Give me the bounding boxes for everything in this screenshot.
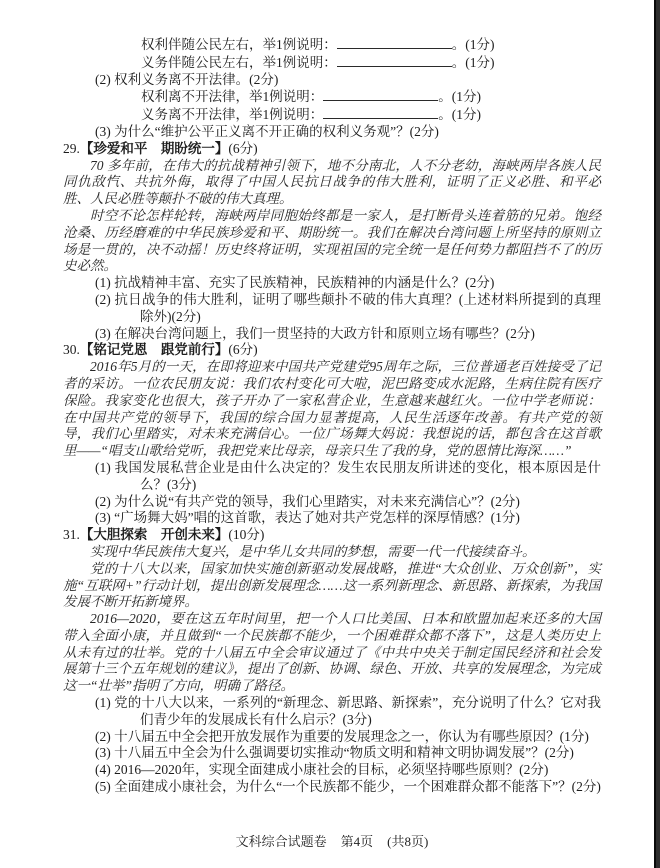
- q31-item-3: (3) 十八届五中全会为什么强调要切实推动“物质文明和精神文明协调发展”？(2分): [95, 745, 574, 761]
- q28-part2-heading: (2) 权利义务离不开法律。(2分): [95, 71, 279, 87]
- answer-blank: [323, 106, 438, 119]
- section-score: (10分): [228, 527, 265, 543]
- fill-after: 。(1分): [438, 107, 481, 123]
- page-edge-shadow: [656, 0, 660, 868]
- answer-blank: [323, 88, 438, 101]
- section-score: (6分): [228, 342, 258, 358]
- q29-material-paragraph-1: 70 多年前，在伟大的抗战精神引领下，地不分南北，人不分老幼，海峡两岸各族人民同仇敌忾、共抗外侮，取得了中国人民抗日战争的伟大胜利，证明了正义必胜、和平必胜、人民必胜等颠扑不破的伟大真理。: [63, 157, 601, 207]
- section-30-header: [63, 342, 601, 359]
- q30-item-3: (3) “广场舞大妈”唱的这首歌，表达了她对共产党怎样的深厚情感？(1分): [95, 510, 520, 526]
- q29-material-paragraph-2: 时空不论怎样轮转，海峡两岸同胞始终都是一家人，是打断骨头连着筋的兄弟。饱经沧桑、历经磨难的中华民族珍爱和平、期盼统一。我们在解决台湾问题上所坚持的原则立场是一贯的，决不动摇！历史终将证明，实现祖国的完全统一是任何势力都阻挡不了的历史必然。: [63, 207, 601, 274]
- q31-item-5: (5) 全面建成小康社会，为什么“一个民族都不能少，一个困难群众都不能落下”？(2分): [95, 779, 601, 795]
- q29-item-2: (2) 抗日战争的伟大胜利，证明了哪些颠扑不破的伟大真理？(上述材料所提到的真理除外)(2分): [95, 291, 601, 324]
- q29-item-1: (1) 抗战精神丰富、充实了民族精神，民族精神的内涵是什么？(2分): [95, 275, 495, 291]
- q31-material-paragraph-2: 党的十八大以来，国家加快实施创新驱动发展战略，推进“大众创业、万众创新”，实施“互联网+”行动计划，提出创新发展理念……这一系列新理念、新思路、新探索，为我国发展不断开拓新境界。: [63, 560, 601, 610]
- fill-before: 权利伴随公民左右，举1例说明：: [141, 37, 337, 52]
- fill-before: 义务伴随公民左右，举1例说明：: [141, 54, 337, 70]
- fill-line-duties: [63, 54, 601, 72]
- section-29-header: [63, 141, 601, 158]
- section-title: 【铭记党恩 跟党前行】: [79, 342, 229, 358]
- fill-after: 。(1分): [438, 89, 481, 105]
- exam-page-content: [63, 36, 601, 796]
- section-score: (6分): [228, 140, 258, 156]
- q30-material-paragraph: 2016年5月的一天，在即将迎来中国共产党建党95周年之际，三位普通老百姓接受了记者的采访。一位农民朋友说：我们农村变化可大啦，泥巴路变成水泥路，生病住院有医疗保险。我家变化也很大，孩子开办了一家私营企业，生意越来越红火。一位中学老师说：在中国共产党的领导下，我国的综合国力显著提高，人民生活逐年改善。有共产党的领导，我们心里踏实，对未来充满信心。一位广场舞大妈说：我想说的话，都包含在这首歌里——“唱支山歌给党听，我把党来比母亲，母亲只生了我的身，党的恩情比海深……”: [63, 359, 601, 459]
- fill-before: 权利离不开法律，举1例说明：: [141, 89, 324, 105]
- fill-after: 。(1分): [451, 37, 495, 52]
- q31-item-1: (1) 党的十八大以来，一系列的“新理念、新思路、新探索”，充分说明了什么？它对我们青少年的发展成长有什么启示？(3分): [95, 695, 601, 727]
- section-title: 【珍爱和平 期盼统一】: [79, 140, 229, 156]
- q31-item-4: (4) 2016—2020年，实现全面建成小康社会的目标，必须坚持哪些原则？(2分): [95, 762, 549, 778]
- q30-item-1: (1) 我国发展私营企业是由什么决定的？发生农民朋友所讲述的变化，根本原因是什么？(3分): [95, 459, 601, 492]
- section-number: 29.: [63, 140, 80, 156]
- fill-line-rights-law: [63, 88, 601, 106]
- footer-page-number: 第4页: [340, 834, 374, 849]
- footer-page-total: (共8页): [387, 834, 429, 849]
- fill-after: 。(1分): [451, 54, 495, 70]
- q31-material-paragraph-3: 2016—2020，要在这五年时间里，把一个人口比美国、日本和欧盟加起来还多的大国带入全面小康，并且做到“一个民族都不能少，一个困难群众都不落下”，这是人类历史上从未有过的壮举。党的十八届五中全会审议通过了《中共中央关于制定国民经济和社会发展第十三个五年规划的建议》，提出了创新、协调、绿色、开放、共享的发展理念，为完成这一“壮举”指明了方向，明确了路径。: [63, 611, 601, 694]
- section-number: 31.: [63, 527, 80, 543]
- answer-blank: [337, 54, 452, 67]
- q30-item-2: (2) 为什么说“有共产党的领导，我们心里踏实，对未来充满信心”？(2分): [95, 493, 520, 509]
- fill-line-duties-law: [63, 106, 601, 124]
- q28-part3-question: (3) 为什么“维护公平正义离不开正确的权利义务观”？(2分): [95, 123, 439, 139]
- q31-material-paragraph-1: 实现中华民族伟大复兴，是中华儿女共同的梦想，需要一代一代接续奋斗。: [90, 543, 536, 559]
- section-number: 30.: [63, 342, 80, 358]
- section-title: 【大胆探索 开创未来】: [79, 527, 229, 543]
- q29-item-3: (3) 在解决台湾问题上，我们一贯坚持的大政方针和原则立场有哪些？(2分): [95, 325, 535, 341]
- section-31-header: [63, 527, 601, 544]
- fill-before: 义务离不开法律，举1例说明：: [141, 107, 324, 123]
- footer-paper-title: 文科综合试题卷: [235, 834, 327, 849]
- q31-item-2: (2) 十八届五中全会把开放发展作为重要的发展理念之一，你认为有哪些原因？(1分): [95, 728, 589, 744]
- answer-blank: [337, 36, 452, 49]
- page-footer: [63, 831, 601, 850]
- fill-line-rights: [63, 36, 601, 54]
